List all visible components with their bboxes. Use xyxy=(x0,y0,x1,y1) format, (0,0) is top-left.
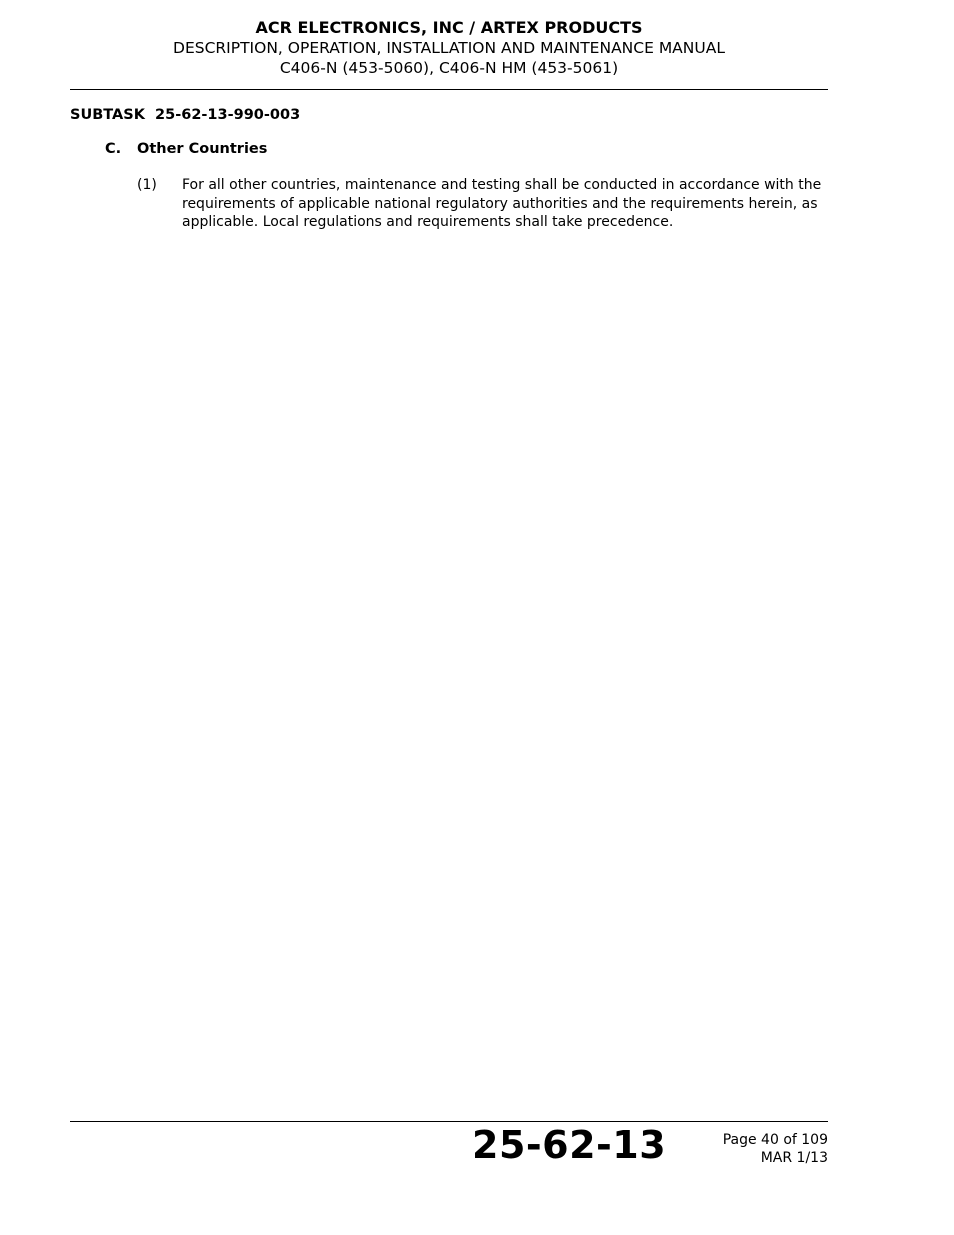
company-name: ACR ELECTRONICS, INC / ARTEX PRODUCTS xyxy=(255,18,643,37)
paragraph-text: For all other countries, maintenance and testing shall be conducted in accordance with the requirements of applicable national regulatory authorities and the requirements herein, as applicable. Local regulations and requirements shall take precedence. xyxy=(182,177,822,230)
chapter-code: 25-62-13 xyxy=(472,1123,667,1167)
paragraph-number: (1) xyxy=(137,177,157,193)
section-heading xyxy=(105,141,267,157)
model-numbers: C406-N (453-5060), C406-N HM (453-5061) xyxy=(279,59,619,77)
manual-title: DESCRIPTION, OPERATION, INSTALLATION AND MAINTENANCE MANUAL xyxy=(173,39,725,57)
paragraph xyxy=(137,176,827,232)
section-title: Other Countries xyxy=(137,141,268,157)
footer-divider xyxy=(70,1121,828,1122)
subtask-heading: SUBTASK 25-62-13-990-003 xyxy=(70,107,301,123)
header-divider xyxy=(70,89,828,90)
revision-date: MAR 1/13 xyxy=(760,1150,828,1166)
page-header xyxy=(70,18,828,78)
page-info xyxy=(700,1131,828,1167)
section-letter: C. xyxy=(105,141,122,157)
page-number: Page 40 of 109 xyxy=(722,1132,828,1148)
